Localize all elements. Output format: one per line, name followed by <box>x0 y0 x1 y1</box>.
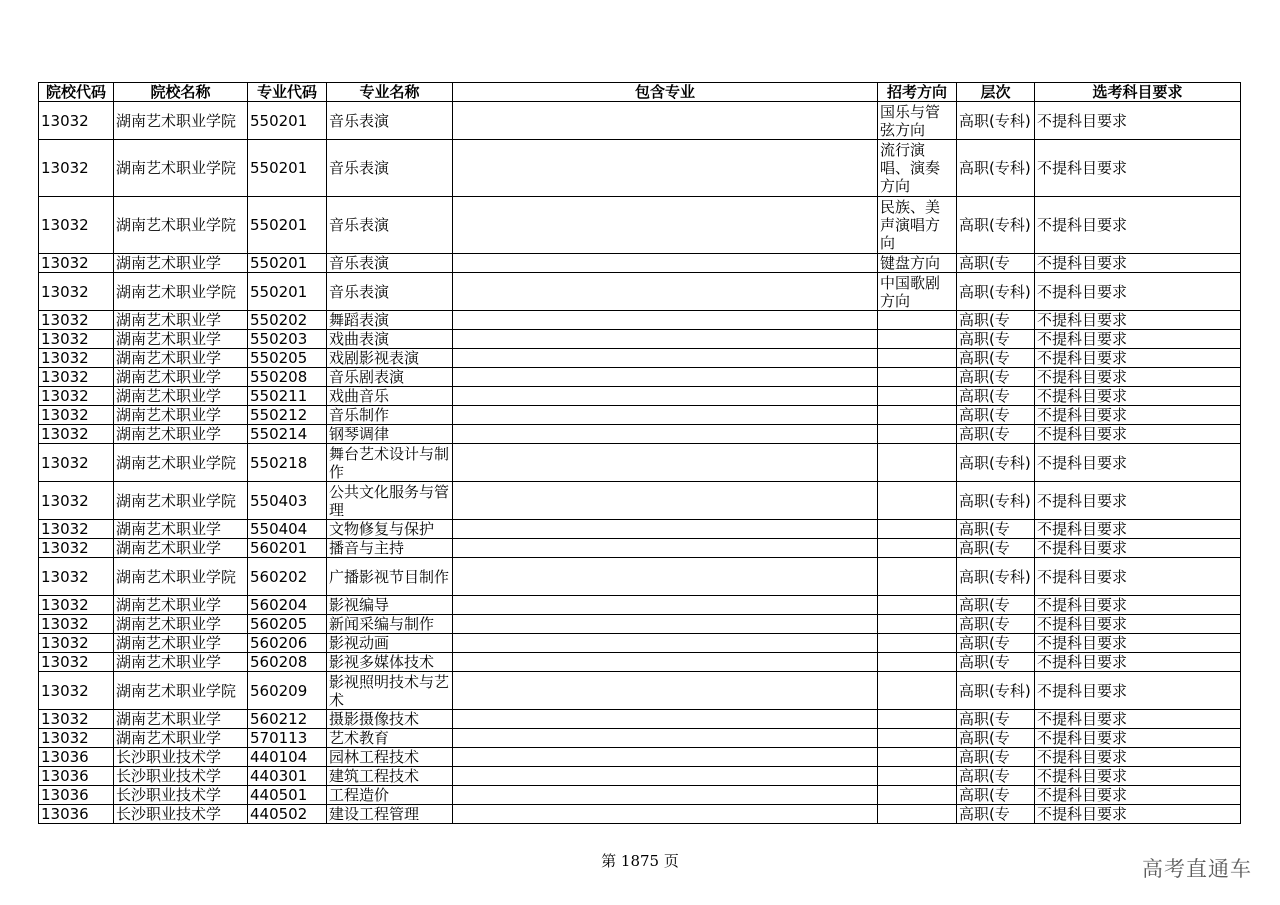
cell-major-code: 440502 <box>248 805 327 824</box>
cell-subject-requirement: 不提科目要求 <box>1035 615 1241 634</box>
cell-direction <box>878 349 957 368</box>
cell-direction <box>878 748 957 767</box>
cell-major-code: 550202 <box>248 311 327 330</box>
cell-level: 高职(专 <box>957 254 1035 273</box>
cell-included-majors <box>453 805 878 824</box>
cell-school-code: 13032 <box>39 406 114 425</box>
cell-direction <box>878 596 957 615</box>
cell-school-name: 湖南艺术职业学 <box>114 387 248 406</box>
cell-major-name: 广播影视节目制作 <box>327 558 453 596</box>
table-row <box>39 311 1241 330</box>
cell-direction <box>878 634 957 653</box>
cell-level: 高职(专 <box>957 748 1035 767</box>
table-row <box>39 710 1241 729</box>
cell-direction: 民族、美声演唱方向 <box>878 197 957 254</box>
cell-included-majors <box>453 710 878 729</box>
cell-subject-requirement: 不提科目要求 <box>1035 729 1241 748</box>
table-row <box>39 767 1241 786</box>
watermark-text: 高考直通车 <box>1142 857 1252 881</box>
cell-school-code: 13032 <box>39 596 114 615</box>
cell-direction <box>878 387 957 406</box>
cell-major-code: 550201 <box>248 102 327 140</box>
cell-level: 高职(专 <box>957 387 1035 406</box>
cell-level: 高职(专 <box>957 634 1035 653</box>
cell-subject-requirement: 不提科目要求 <box>1035 482 1241 520</box>
cell-major-name: 影视多媒体技术 <box>327 653 453 672</box>
cell-direction <box>878 786 957 805</box>
cell-included-majors <box>453 349 878 368</box>
cell-major-code: 550214 <box>248 425 327 444</box>
cell-school-code: 13036 <box>39 786 114 805</box>
cell-subject-requirement: 不提科目要求 <box>1035 805 1241 824</box>
cell-major-code: 560201 <box>248 539 327 558</box>
cell-included-majors <box>453 311 878 330</box>
cell-major-name: 建设工程管理 <box>327 805 453 824</box>
cell-subject-requirement: 不提科目要求 <box>1035 444 1241 482</box>
cell-level: 高职(专 <box>957 767 1035 786</box>
header-major-name: 专业名称 <box>327 83 453 102</box>
cell-school-name: 湖南艺术职业学 <box>114 710 248 729</box>
header-level: 层次 <box>957 83 1035 102</box>
cell-school-code: 13032 <box>39 368 114 387</box>
cell-major-name: 音乐表演 <box>327 254 453 273</box>
cell-major-name: 钢琴调律 <box>327 425 453 444</box>
cell-direction: 键盘方向 <box>878 254 957 273</box>
cell-level: 高职(专 <box>957 729 1035 748</box>
table-row <box>39 406 1241 425</box>
cell-subject-requirement: 不提科目要求 <box>1035 406 1241 425</box>
cell-major-name: 公共文化服务与管理 <box>327 482 453 520</box>
cell-school-code: 13032 <box>39 653 114 672</box>
table-row <box>39 596 1241 615</box>
cell-school-name: 湖南艺术职业学 <box>114 520 248 539</box>
table-row <box>39 748 1241 767</box>
cell-subject-requirement: 不提科目要求 <box>1035 254 1241 273</box>
cell-school-name: 长沙职业技术学 <box>114 786 248 805</box>
cell-direction <box>878 729 957 748</box>
cell-level: 高职(专 <box>957 330 1035 349</box>
cell-included-majors <box>453 444 878 482</box>
admission-table <box>38 82 1241 824</box>
cell-major-code: 560205 <box>248 615 327 634</box>
table-row <box>39 520 1241 539</box>
cell-subject-requirement: 不提科目要求 <box>1035 539 1241 558</box>
cell-school-code: 13032 <box>39 729 114 748</box>
cell-major-code: 560209 <box>248 672 327 710</box>
cell-school-name: 长沙职业技术学 <box>114 767 248 786</box>
cell-direction <box>878 425 957 444</box>
cell-included-majors <box>453 140 878 197</box>
cell-major-name: 影视编导 <box>327 596 453 615</box>
header-included-majors: 包含专业 <box>453 83 878 102</box>
header-school-code: 院校代码 <box>39 83 114 102</box>
cell-school-code: 13032 <box>39 482 114 520</box>
table-row <box>39 805 1241 824</box>
cell-major-code: 550218 <box>248 444 327 482</box>
cell-school-name: 湖南艺术职业学 <box>114 634 248 653</box>
table-row <box>39 349 1241 368</box>
cell-level: 高职(专 <box>957 311 1035 330</box>
cell-subject-requirement: 不提科目要求 <box>1035 311 1241 330</box>
cell-direction <box>878 444 957 482</box>
cell-major-name: 工程造价 <box>327 786 453 805</box>
cell-direction <box>878 311 957 330</box>
cell-major-code: 560206 <box>248 634 327 653</box>
cell-major-code: 550205 <box>248 349 327 368</box>
cell-included-majors <box>453 634 878 653</box>
table-row <box>39 368 1241 387</box>
cell-school-code: 13032 <box>39 520 114 539</box>
cell-school-code: 13032 <box>39 710 114 729</box>
cell-major-code: 550403 <box>248 482 327 520</box>
cell-subject-requirement: 不提科目要求 <box>1035 672 1241 710</box>
cell-included-majors <box>453 254 878 273</box>
cell-major-name: 音乐表演 <box>327 140 453 197</box>
cell-subject-requirement: 不提科目要求 <box>1035 197 1241 254</box>
cell-school-name: 湖南艺术职业学院 <box>114 140 248 197</box>
table-row <box>39 102 1241 140</box>
cell-school-name: 湖南艺术职业学 <box>114 349 248 368</box>
cell-included-majors <box>453 748 878 767</box>
cell-included-majors <box>453 767 878 786</box>
cell-school-name: 湖南艺术职业学院 <box>114 273 248 311</box>
cell-included-majors <box>453 558 878 596</box>
cell-direction <box>878 653 957 672</box>
cell-school-name: 湖南艺术职业学 <box>114 425 248 444</box>
cell-school-name: 湖南艺术职业学院 <box>114 482 248 520</box>
header-major-code: 专业代码 <box>248 83 327 102</box>
cell-major-name: 音乐剧表演 <box>327 368 453 387</box>
cell-included-majors <box>453 729 878 748</box>
cell-level: 高职(专 <box>957 520 1035 539</box>
table-row <box>39 558 1241 596</box>
cell-major-name: 园林工程技术 <box>327 748 453 767</box>
cell-subject-requirement: 不提科目要求 <box>1035 767 1241 786</box>
cell-level: 高职(专科) <box>957 558 1035 596</box>
cell-major-code: 560212 <box>248 710 327 729</box>
cell-subject-requirement: 不提科目要求 <box>1035 330 1241 349</box>
table-row <box>39 482 1241 520</box>
cell-school-name: 湖南艺术职业学 <box>114 330 248 349</box>
cell-major-code: 440501 <box>248 786 327 805</box>
header-direction: 招考方向 <box>878 83 957 102</box>
cell-level: 高职(专科) <box>957 444 1035 482</box>
table-row <box>39 653 1241 672</box>
cell-major-name: 新闻采编与制作 <box>327 615 453 634</box>
cell-included-majors <box>453 482 878 520</box>
cell-included-majors <box>453 786 878 805</box>
cell-included-majors <box>453 596 878 615</box>
cell-school-name: 湖南艺术职业学 <box>114 539 248 558</box>
table-row <box>39 634 1241 653</box>
cell-major-name: 音乐表演 <box>327 273 453 311</box>
cell-level: 高职(专科) <box>957 273 1035 311</box>
cell-level: 高职(专 <box>957 406 1035 425</box>
cell-subject-requirement: 不提科目要求 <box>1035 140 1241 197</box>
cell-school-code: 13032 <box>39 311 114 330</box>
cell-major-name: 播音与主持 <box>327 539 453 558</box>
cell-major-name: 舞蹈表演 <box>327 311 453 330</box>
cell-school-code: 13032 <box>39 634 114 653</box>
cell-included-majors <box>453 102 878 140</box>
cell-school-code: 13036 <box>39 805 114 824</box>
cell-major-code: 570113 <box>248 729 327 748</box>
cell-included-majors <box>453 197 878 254</box>
cell-school-name: 湖南艺术职业学院 <box>114 102 248 140</box>
cell-major-name: 艺术教育 <box>327 729 453 748</box>
table-row <box>39 197 1241 254</box>
cell-school-name: 湖南艺术职业学院 <box>114 672 248 710</box>
cell-subject-requirement: 不提科目要求 <box>1035 349 1241 368</box>
cell-subject-requirement: 不提科目要求 <box>1035 387 1241 406</box>
cell-included-majors <box>453 520 878 539</box>
cell-direction <box>878 672 957 710</box>
table-row <box>39 330 1241 349</box>
cell-major-name: 戏曲音乐 <box>327 387 453 406</box>
cell-major-name: 建筑工程技术 <box>327 767 453 786</box>
cell-major-code: 560202 <box>248 558 327 596</box>
cell-direction: 国乐与管弦方向 <box>878 102 957 140</box>
cell-major-code: 550212 <box>248 406 327 425</box>
cell-direction <box>878 767 957 786</box>
cell-direction: 流行演唱、演奏方向 <box>878 140 957 197</box>
cell-school-name: 湖南艺术职业学 <box>114 406 248 425</box>
cell-school-name: 长沙职业技术学 <box>114 805 248 824</box>
cell-school-code: 13032 <box>39 672 114 710</box>
cell-school-name: 湖南艺术职业学 <box>114 311 248 330</box>
table-row <box>39 387 1241 406</box>
cell-school-name: 湖南艺术职业学 <box>114 596 248 615</box>
cell-subject-requirement: 不提科目要求 <box>1035 425 1241 444</box>
cell-direction <box>878 482 957 520</box>
cell-direction <box>878 330 957 349</box>
cell-school-code: 13036 <box>39 767 114 786</box>
header-subject-requirement: 选考科目要求 <box>1035 83 1241 102</box>
cell-direction <box>878 368 957 387</box>
cell-school-code: 13032 <box>39 349 114 368</box>
cell-subject-requirement: 不提科目要求 <box>1035 273 1241 311</box>
cell-subject-requirement: 不提科目要求 <box>1035 558 1241 596</box>
cell-school-name: 湖南艺术职业学 <box>114 729 248 748</box>
page-number: 第 1875 页 <box>601 852 679 870</box>
cell-major-name: 音乐表演 <box>327 102 453 140</box>
cell-subject-requirement: 不提科目要求 <box>1035 710 1241 729</box>
cell-level: 高职(专 <box>957 425 1035 444</box>
cell-level: 高职(专 <box>957 615 1035 634</box>
cell-included-majors <box>453 368 878 387</box>
cell-major-code: 560204 <box>248 596 327 615</box>
cell-direction <box>878 710 957 729</box>
cell-school-code: 13032 <box>39 444 114 482</box>
cell-major-code: 550203 <box>248 330 327 349</box>
cell-school-name: 湖南艺术职业学 <box>114 254 248 273</box>
cell-school-name: 湖南艺术职业学院 <box>114 558 248 596</box>
table-row <box>39 254 1241 273</box>
cell-level: 高职(专科) <box>957 140 1035 197</box>
table-row <box>39 444 1241 482</box>
cell-subject-requirement: 不提科目要求 <box>1035 102 1241 140</box>
cell-subject-requirement: 不提科目要求 <box>1035 748 1241 767</box>
cell-major-name: 戏剧影视表演 <box>327 349 453 368</box>
cell-subject-requirement: 不提科目要求 <box>1035 653 1241 672</box>
header-row <box>39 83 1241 102</box>
cell-school-code: 13032 <box>39 273 114 311</box>
cell-major-name: 音乐表演 <box>327 197 453 254</box>
cell-level: 高职(专科) <box>957 197 1035 254</box>
cell-school-code: 13032 <box>39 539 114 558</box>
cell-level: 高职(专 <box>957 596 1035 615</box>
table-row <box>39 273 1241 311</box>
cell-school-code: 13032 <box>39 558 114 596</box>
cell-school-code: 13036 <box>39 748 114 767</box>
cell-direction <box>878 615 957 634</box>
cell-major-name: 戏曲表演 <box>327 330 453 349</box>
cell-level: 高职(专 <box>957 653 1035 672</box>
cell-major-code: 550404 <box>248 520 327 539</box>
cell-subject-requirement: 不提科目要求 <box>1035 596 1241 615</box>
cell-school-code: 13032 <box>39 140 114 197</box>
table-row <box>39 672 1241 710</box>
table-body <box>39 102 1241 824</box>
cell-major-code: 550201 <box>248 197 327 254</box>
cell-subject-requirement: 不提科目要求 <box>1035 634 1241 653</box>
cell-included-majors <box>453 615 878 634</box>
table-row <box>39 539 1241 558</box>
cell-direction <box>878 406 957 425</box>
cell-subject-requirement: 不提科目要求 <box>1035 520 1241 539</box>
cell-included-majors <box>453 653 878 672</box>
cell-school-name: 湖南艺术职业学院 <box>114 197 248 254</box>
cell-school-name: 湖南艺术职业学 <box>114 653 248 672</box>
cell-major-name: 文物修复与保护 <box>327 520 453 539</box>
cell-included-majors <box>453 330 878 349</box>
cell-direction <box>878 520 957 539</box>
cell-major-code: 550211 <box>248 387 327 406</box>
cell-level: 高职(专科) <box>957 482 1035 520</box>
cell-school-name: 长沙职业技术学 <box>114 748 248 767</box>
cell-school-code: 13032 <box>39 254 114 273</box>
cell-level: 高职(专 <box>957 710 1035 729</box>
table-row <box>39 786 1241 805</box>
cell-school-code: 13032 <box>39 387 114 406</box>
cell-major-name: 影视照明技术与艺术 <box>327 672 453 710</box>
cell-level: 高职(专科) <box>957 102 1035 140</box>
cell-level: 高职(专 <box>957 368 1035 387</box>
cell-school-code: 13032 <box>39 197 114 254</box>
cell-school-name: 湖南艺术职业学 <box>114 368 248 387</box>
cell-included-majors <box>453 539 878 558</box>
cell-direction <box>878 539 957 558</box>
cell-included-majors <box>453 406 878 425</box>
table-row <box>39 425 1241 444</box>
table-row <box>39 615 1241 634</box>
cell-included-majors <box>453 387 878 406</box>
cell-major-name: 影视动画 <box>327 634 453 653</box>
cell-school-name: 湖南艺术职业学 <box>114 615 248 634</box>
cell-level: 高职(专 <box>957 805 1035 824</box>
header-school-name: 院校名称 <box>114 83 248 102</box>
table-row <box>39 729 1241 748</box>
cell-level: 高职(专科) <box>957 672 1035 710</box>
cell-major-code: 550201 <box>248 273 327 311</box>
cell-major-code: 560208 <box>248 653 327 672</box>
cell-major-name: 舞台艺术设计与制作 <box>327 444 453 482</box>
cell-level: 高职(专 <box>957 786 1035 805</box>
cell-direction <box>878 558 957 596</box>
cell-included-majors <box>453 273 878 311</box>
cell-school-code: 13032 <box>39 330 114 349</box>
cell-school-code: 13032 <box>39 102 114 140</box>
cell-school-code: 13032 <box>39 425 114 444</box>
cell-subject-requirement: 不提科目要求 <box>1035 368 1241 387</box>
cell-major-code: 550201 <box>248 140 327 197</box>
cell-school-code: 13032 <box>39 615 114 634</box>
table-row <box>39 140 1241 197</box>
cell-direction <box>878 805 957 824</box>
cell-school-name: 湖南艺术职业学院 <box>114 444 248 482</box>
cell-included-majors <box>453 425 878 444</box>
cell-included-majors <box>453 672 878 710</box>
cell-major-code: 550208 <box>248 368 327 387</box>
cell-major-code: 550201 <box>248 254 327 273</box>
cell-major-code: 440104 <box>248 748 327 767</box>
cell-direction: 中国歌剧方向 <box>878 273 957 311</box>
cell-major-name: 摄影摄像技术 <box>327 710 453 729</box>
cell-subject-requirement: 不提科目要求 <box>1035 786 1241 805</box>
cell-major-name: 音乐制作 <box>327 406 453 425</box>
cell-major-code: 440301 <box>248 767 327 786</box>
cell-level: 高职(专 <box>957 349 1035 368</box>
cell-level: 高职(专 <box>957 539 1035 558</box>
